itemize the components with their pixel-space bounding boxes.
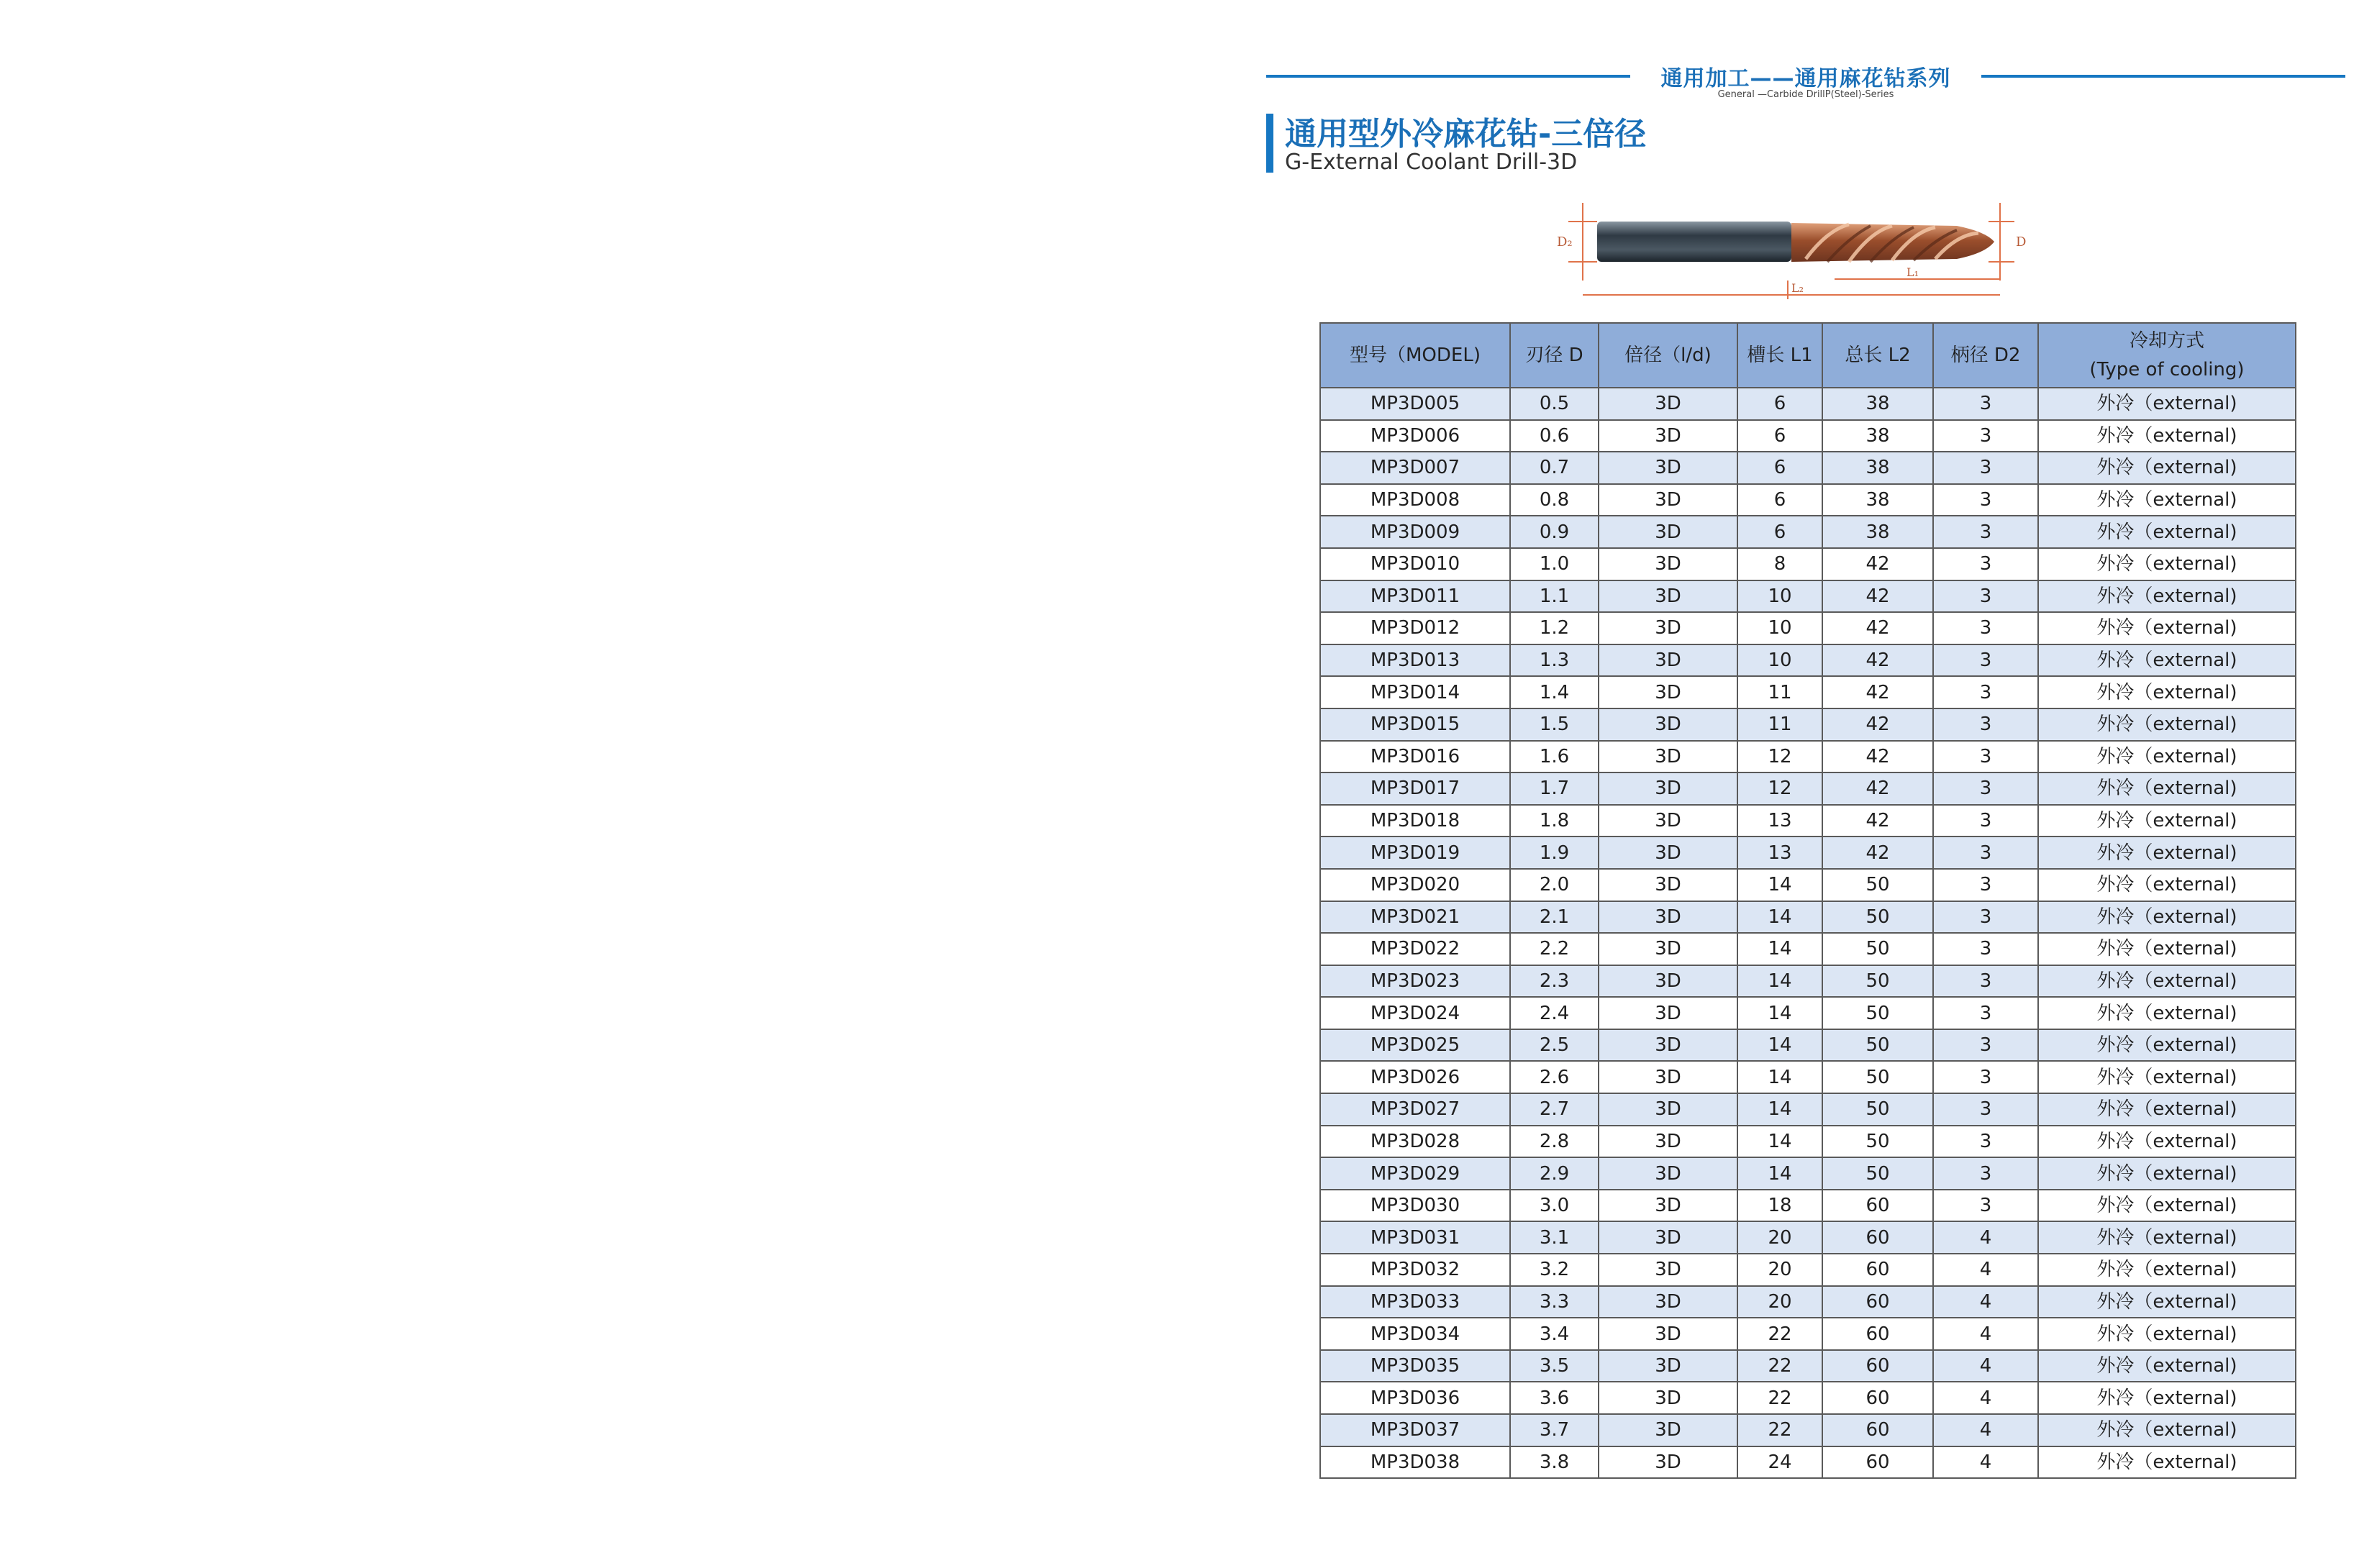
cell-cooling: 外冷（external) (2038, 612, 2296, 644)
cell-diameter: 2.6 (1510, 1061, 1599, 1093)
cell-shank-diameter: 3 (1933, 901, 2038, 934)
cell-ratio: 3D (1599, 1382, 1737, 1414)
cell-diameter: 1.1 (1510, 580, 1599, 613)
cell-flute-length: 12 (1737, 741, 1822, 773)
cell-diameter: 2.8 (1510, 1126, 1599, 1158)
table-row (1320, 548, 2296, 580)
cell-ratio: 3D (1599, 1318, 1737, 1350)
cell-diameter: 3.6 (1510, 1382, 1599, 1414)
label-d2: D₂ (1557, 234, 1573, 250)
cell-total-length: 60 (1822, 1382, 1933, 1414)
table-row (1320, 997, 2296, 1029)
cell-total-length: 50 (1822, 965, 1933, 998)
table-row (1320, 484, 2296, 516)
cell-cooling: 外冷（external) (2038, 708, 2296, 741)
cell-shank-diameter: 3 (1933, 1190, 2038, 1222)
cell-total-length: 50 (1822, 1093, 1933, 1126)
table-row (1320, 1382, 2296, 1414)
cell-cooling: 外冷（external) (2038, 1190, 2296, 1222)
cell-shank-diameter: 3 (1933, 420, 2038, 452)
cell-cooling: 外冷（external) (2038, 772, 2296, 805)
cell-cooling: 外冷（external) (2038, 901, 2296, 934)
cell-flute-length: 6 (1737, 516, 1822, 548)
cell-model: MP3D005 (1320, 388, 1510, 420)
cell-cooling: 外冷（external) (2038, 1029, 2296, 1062)
label-l2: L₂ (1791, 281, 1804, 295)
cell-ratio: 3D (1599, 1029, 1737, 1062)
cell-diameter: 0.5 (1510, 388, 1599, 420)
cell-model: MP3D022 (1320, 933, 1510, 965)
table-row (1320, 1126, 2296, 1158)
cell-model: MP3D035 (1320, 1350, 1510, 1382)
table-row (1320, 1254, 2296, 1286)
cell-flute-length: 14 (1737, 1126, 1822, 1158)
cell-shank-diameter: 3 (1933, 1093, 2038, 1126)
cooling-header-cn: 冷却方式 (2129, 330, 2204, 352)
cell-total-length: 42 (1822, 644, 1933, 677)
table-row (1320, 1093, 2296, 1126)
table-row (1320, 1029, 2296, 1062)
cell-total-length: 50 (1822, 933, 1933, 965)
label-d: D (2016, 234, 2027, 250)
cell-model: MP3D021 (1320, 901, 1510, 934)
cell-model: MP3D031 (1320, 1221, 1510, 1254)
cell-diameter: 3.7 (1510, 1414, 1599, 1446)
cell-diameter: 2.3 (1510, 965, 1599, 998)
cell-total-length: 60 (1822, 1221, 1933, 1254)
col-header-model: 型号（MODEL) (1320, 323, 1510, 388)
cell-model: MP3D030 (1320, 1190, 1510, 1222)
table-row (1320, 516, 2296, 548)
header-rule-left (1266, 75, 1630, 78)
cell-total-length: 50 (1822, 901, 1933, 934)
cell-total-length: 50 (1822, 869, 1933, 901)
cell-flute-length: 24 (1737, 1446, 1822, 1479)
table-row (1320, 869, 2296, 901)
cell-flute-length: 14 (1737, 1157, 1822, 1190)
cell-model: MP3D026 (1320, 1061, 1510, 1093)
cell-diameter: 3.5 (1510, 1350, 1599, 1382)
cell-ratio: 3D (1599, 1414, 1737, 1446)
table-row (1320, 1286, 2296, 1318)
cell-cooling: 外冷（external) (2038, 1318, 2296, 1350)
cell-diameter: 1.5 (1510, 708, 1599, 741)
cell-model: MP3D029 (1320, 1157, 1510, 1190)
cell-shank-diameter: 3 (1933, 644, 2038, 677)
cell-model: MP3D038 (1320, 1446, 1510, 1479)
cell-diameter: 2.7 (1510, 1093, 1599, 1126)
cell-shank-diameter: 3 (1933, 484, 2038, 516)
cell-flute-length: 13 (1737, 837, 1822, 869)
cell-flute-length: 11 (1737, 676, 1822, 708)
col-header-diameter: 刃径 D (1510, 323, 1599, 388)
cell-diameter: 1.4 (1510, 676, 1599, 708)
cell-shank-diameter: 4 (1933, 1446, 2038, 1479)
cell-cooling: 外冷（external) (2038, 805, 2296, 837)
cell-flute-length: 6 (1737, 484, 1822, 516)
cell-cooling: 外冷（external) (2038, 484, 2296, 516)
cell-ratio: 3D (1599, 516, 1737, 548)
cell-shank-diameter: 3 (1933, 965, 2038, 998)
cell-flute-length: 14 (1737, 933, 1822, 965)
cell-shank-diameter: 4 (1933, 1382, 2038, 1414)
cell-shank-diameter: 3 (1933, 708, 2038, 741)
cell-flute-length: 13 (1737, 805, 1822, 837)
cell-total-length: 42 (1822, 708, 1933, 741)
cell-model: MP3D023 (1320, 965, 1510, 998)
cell-flute-length: 6 (1737, 388, 1822, 420)
col-header-ratio: 倍径（l/d) (1599, 323, 1737, 388)
cell-diameter: 0.8 (1510, 484, 1599, 516)
cell-diameter: 2.4 (1510, 997, 1599, 1029)
table-row (1320, 901, 2296, 934)
cell-diameter: 2.1 (1510, 901, 1599, 934)
cell-cooling: 外冷（external) (2038, 869, 2296, 901)
table-row (1320, 612, 2296, 644)
cell-cooling: 外冷（external) (2038, 837, 2296, 869)
cell-ratio: 3D (1599, 388, 1737, 420)
cell-flute-length: 14 (1737, 1029, 1822, 1062)
cell-ratio: 3D (1599, 1093, 1737, 1126)
cell-ratio: 3D (1599, 1061, 1737, 1093)
cell-ratio: 3D (1599, 1286, 1737, 1318)
cell-shank-diameter: 3 (1933, 1157, 2038, 1190)
cell-diameter: 3.2 (1510, 1254, 1599, 1286)
table-row (1320, 1414, 2296, 1446)
table-row (1320, 420, 2296, 452)
spec-table (1319, 322, 2296, 1479)
cell-diameter: 3.0 (1510, 1190, 1599, 1222)
table-row (1320, 708, 2296, 741)
cell-diameter: 2.5 (1510, 1029, 1599, 1062)
table-row (1320, 1061, 2296, 1093)
cell-diameter: 1.3 (1510, 644, 1599, 677)
cell-ratio: 3D (1599, 1157, 1737, 1190)
col-header-shank-diameter: 柄径 D2 (1933, 323, 2038, 388)
cell-model: MP3D033 (1320, 1286, 1510, 1318)
cell-model: MP3D007 (1320, 452, 1510, 484)
cell-ratio: 3D (1599, 548, 1737, 580)
cell-diameter: 3.8 (1510, 1446, 1599, 1479)
cell-flute-length: 10 (1737, 580, 1822, 613)
cell-ratio: 3D (1599, 644, 1737, 677)
cooling-header-en: (Type of cooling) (2089, 359, 2245, 380)
cell-total-length: 42 (1822, 548, 1933, 580)
series-title: 通用加工——通用麻花钻系列 (1660, 66, 1951, 91)
drill-shank (1597, 222, 1791, 262)
cell-total-length: 50 (1822, 1061, 1933, 1093)
cell-ratio: 3D (1599, 484, 1737, 516)
cell-total-length: 38 (1822, 452, 1933, 484)
table-header-row (1320, 323, 2296, 388)
cell-shank-diameter: 3 (1933, 772, 2038, 805)
cell-diameter: 1.9 (1510, 837, 1599, 869)
cell-total-length: 60 (1822, 1254, 1933, 1286)
cell-cooling: 外冷（external) (2038, 644, 2296, 677)
cell-total-length: 38 (1822, 484, 1933, 516)
cell-cooling: 外冷（external) (2038, 1382, 2296, 1414)
cell-total-length: 60 (1822, 1414, 1933, 1446)
table-row (1320, 805, 2296, 837)
cell-ratio: 3D (1599, 1446, 1737, 1479)
cell-model: MP3D036 (1320, 1382, 1510, 1414)
cell-ratio: 3D (1599, 741, 1737, 773)
cell-total-length: 38 (1822, 388, 1933, 420)
cell-diameter: 1.6 (1510, 741, 1599, 773)
cell-model: MP3D019 (1320, 837, 1510, 869)
cell-shank-diameter: 4 (1933, 1254, 2038, 1286)
cell-shank-diameter: 4 (1933, 1221, 2038, 1254)
cell-cooling: 外冷（external) (2038, 516, 2296, 548)
cell-cooling: 外冷（external) (2038, 676, 2296, 708)
cell-ratio: 3D (1599, 997, 1737, 1029)
table-row (1320, 1318, 2296, 1350)
cell-diameter: 2.9 (1510, 1157, 1599, 1190)
cell-cooling: 外冷（external) (2038, 548, 2296, 580)
cell-total-length: 42 (1822, 837, 1933, 869)
cell-cooling: 外冷（external) (2038, 1093, 2296, 1126)
cell-shank-diameter: 3 (1933, 580, 2038, 613)
cell-shank-diameter: 3 (1933, 805, 2038, 837)
cell-diameter: 1.8 (1510, 805, 1599, 837)
cell-ratio: 3D (1599, 1126, 1737, 1158)
cell-shank-diameter: 3 (1933, 837, 2038, 869)
series-subtitle: General —Carbide DrillP(Steel)-Series (1717, 89, 1894, 100)
cell-model: MP3D018 (1320, 805, 1510, 837)
cell-ratio: 3D (1599, 1221, 1737, 1254)
cell-diameter: 0.9 (1510, 516, 1599, 548)
cell-shank-diameter: 4 (1933, 1286, 2038, 1318)
cell-total-length: 42 (1822, 741, 1933, 773)
cell-ratio: 3D (1599, 837, 1737, 869)
cell-ratio: 3D (1599, 901, 1737, 934)
cell-ratio: 3D (1599, 580, 1737, 613)
table-row (1320, 1190, 2296, 1222)
cell-cooling: 外冷（external) (2038, 1254, 2296, 1286)
cell-flute-length: 22 (1737, 1318, 1822, 1350)
col-header-cooling (2038, 323, 2296, 388)
cell-model: MP3D020 (1320, 869, 1510, 901)
table-row (1320, 1350, 2296, 1382)
cell-diameter: 0.6 (1510, 420, 1599, 452)
cell-model: MP3D016 (1320, 741, 1510, 773)
cell-model: MP3D012 (1320, 612, 1510, 644)
cell-model: MP3D032 (1320, 1254, 1510, 1286)
cell-flute-length: 14 (1737, 869, 1822, 901)
cell-cooling: 外冷（external) (2038, 741, 2296, 773)
cell-flute-length: 10 (1737, 612, 1822, 644)
cell-shank-diameter: 3 (1933, 452, 2038, 484)
table-body (1320, 388, 2296, 1478)
cell-total-length: 42 (1822, 676, 1933, 708)
cell-flute-length: 12 (1737, 772, 1822, 805)
cell-total-length: 50 (1822, 1157, 1933, 1190)
cell-flute-length: 14 (1737, 1061, 1822, 1093)
cell-flute-length: 14 (1737, 1093, 1822, 1126)
table-row (1320, 741, 2296, 773)
cell-shank-diameter: 3 (1933, 548, 2038, 580)
cell-ratio: 3D (1599, 676, 1737, 708)
cell-flute-length: 22 (1737, 1414, 1822, 1446)
label-l1: L₁ (1906, 265, 1919, 279)
cell-shank-diameter: 3 (1933, 388, 2038, 420)
cell-model: MP3D010 (1320, 548, 1510, 580)
cell-flute-length: 14 (1737, 901, 1822, 934)
table-row (1320, 1446, 2296, 1479)
cell-diameter: 3.1 (1510, 1221, 1599, 1254)
cell-diameter: 0.7 (1510, 452, 1599, 484)
cell-flute-length: 14 (1737, 965, 1822, 998)
table-row (1320, 837, 2296, 869)
cell-total-length: 38 (1822, 420, 1933, 452)
cell-flute-length: 11 (1737, 708, 1822, 741)
drill-diagram (1554, 187, 2058, 302)
cell-diameter: 1.2 (1510, 612, 1599, 644)
table-row (1320, 644, 2296, 677)
cell-total-length: 50 (1822, 1126, 1933, 1158)
cell-shank-diameter: 4 (1933, 1414, 2038, 1446)
cell-flute-length: 6 (1737, 420, 1822, 452)
cell-cooling: 外冷（external) (2038, 965, 2296, 998)
cell-shank-diameter: 3 (1933, 516, 2038, 548)
cell-shank-diameter: 3 (1933, 741, 2038, 773)
cell-flute-length: 20 (1737, 1221, 1822, 1254)
cell-total-length: 60 (1822, 1286, 1933, 1318)
cell-cooling: 外冷（external) (2038, 580, 2296, 613)
cell-shank-diameter: 3 (1933, 1126, 2038, 1158)
cell-cooling: 外冷（external) (2038, 1061, 2296, 1093)
cell-model: MP3D013 (1320, 644, 1510, 677)
col-header-total-length: 总长 L2 (1822, 323, 1933, 388)
cell-model: MP3D025 (1320, 1029, 1510, 1062)
cell-model: MP3D017 (1320, 772, 1510, 805)
cell-shank-diameter: 3 (1933, 869, 2038, 901)
cell-cooling: 外冷（external) (2038, 420, 2296, 452)
header-rule-right (1981, 75, 2345, 78)
cell-model: MP3D028 (1320, 1126, 1510, 1158)
cell-shank-diameter: 3 (1933, 1061, 2038, 1093)
cell-shank-diameter: 3 (1933, 997, 2038, 1029)
cell-cooling: 外冷（external) (2038, 1414, 2296, 1446)
cell-diameter: 2.2 (1510, 933, 1599, 965)
cell-flute-length: 22 (1737, 1382, 1822, 1414)
table-row (1320, 388, 2296, 420)
cell-cooling: 外冷（external) (2038, 1446, 2296, 1479)
cell-flute-length: 20 (1737, 1254, 1822, 1286)
cell-model: MP3D037 (1320, 1414, 1510, 1446)
cell-cooling: 外冷（external) (2038, 1286, 2296, 1318)
cell-ratio: 3D (1599, 869, 1737, 901)
cell-shank-diameter: 3 (1933, 612, 2038, 644)
cell-diameter: 3.4 (1510, 1318, 1599, 1350)
cell-model: MP3D011 (1320, 580, 1510, 613)
cell-total-length: 42 (1822, 772, 1933, 805)
cell-flute-length: 10 (1737, 644, 1822, 677)
cell-model: MP3D014 (1320, 676, 1510, 708)
cell-ratio: 3D (1599, 805, 1737, 837)
cell-shank-diameter: 4 (1933, 1350, 2038, 1382)
cell-total-length: 42 (1822, 612, 1933, 644)
cell-total-length: 60 (1822, 1446, 1933, 1479)
table-row (1320, 933, 2296, 965)
cell-ratio: 3D (1599, 1190, 1737, 1222)
cell-cooling: 外冷（external) (2038, 1126, 2296, 1158)
cell-ratio: 3D (1599, 612, 1737, 644)
cell-model: MP3D034 (1320, 1318, 1510, 1350)
product-title-en: G-External Coolant Drill-3D (1285, 150, 1578, 175)
product-title-cn: 通用型外冷麻花钻-三倍径 (1285, 116, 1647, 152)
cell-ratio: 3D (1599, 1254, 1737, 1286)
cell-model: MP3D024 (1320, 997, 1510, 1029)
cell-diameter: 2.0 (1510, 869, 1599, 901)
cell-ratio: 3D (1599, 420, 1737, 452)
table-row (1320, 965, 2296, 998)
table-row (1320, 452, 2296, 484)
col-header-flute-length: 槽长 L1 (1737, 323, 1822, 388)
cell-total-length: 60 (1822, 1318, 1933, 1350)
cell-flute-length: 18 (1737, 1190, 1822, 1222)
cell-ratio: 3D (1599, 933, 1737, 965)
cell-total-length: 50 (1822, 1029, 1933, 1062)
cell-diameter: 3.3 (1510, 1286, 1599, 1318)
table-row (1320, 1221, 2296, 1254)
cell-total-length: 60 (1822, 1350, 1933, 1382)
cell-cooling: 外冷（external) (2038, 1221, 2296, 1254)
cell-ratio: 3D (1599, 965, 1737, 998)
table-row (1320, 772, 2296, 805)
cell-ratio: 3D (1599, 708, 1737, 741)
table-row (1320, 580, 2296, 613)
cell-diameter: 1.7 (1510, 772, 1599, 805)
cell-flute-length: 6 (1737, 452, 1822, 484)
cell-flute-length: 14 (1737, 997, 1822, 1029)
title-accent-bar (1266, 114, 1273, 173)
cell-diameter: 1.0 (1510, 548, 1599, 580)
cell-cooling: 外冷（external) (2038, 388, 2296, 420)
cell-total-length: 42 (1822, 805, 1933, 837)
table-row (1320, 676, 2296, 708)
cell-ratio: 3D (1599, 772, 1737, 805)
cell-cooling: 外冷（external) (2038, 1350, 2296, 1382)
cell-flute-length: 20 (1737, 1286, 1822, 1318)
cell-model: MP3D027 (1320, 1093, 1510, 1126)
cell-model: MP3D015 (1320, 708, 1510, 741)
table-row (1320, 1157, 2296, 1190)
cell-ratio: 3D (1599, 452, 1737, 484)
cell-shank-diameter: 3 (1933, 933, 2038, 965)
cell-total-length: 50 (1822, 997, 1933, 1029)
cell-model: MP3D009 (1320, 516, 1510, 548)
cell-flute-length: 8 (1737, 548, 1822, 580)
cell-cooling: 外冷（external) (2038, 997, 2296, 1029)
cell-shank-diameter: 3 (1933, 1029, 2038, 1062)
cell-flute-length: 22 (1737, 1350, 1822, 1382)
cell-model: MP3D006 (1320, 420, 1510, 452)
cell-shank-diameter: 3 (1933, 676, 2038, 708)
cell-model: MP3D008 (1320, 484, 1510, 516)
cell-total-length: 60 (1822, 1190, 1933, 1222)
cell-total-length: 38 (1822, 516, 1933, 548)
cell-cooling: 外冷（external) (2038, 1157, 2296, 1190)
cell-cooling: 外冷（external) (2038, 452, 2296, 484)
cell-shank-diameter: 4 (1933, 1318, 2038, 1350)
cell-total-length: 42 (1822, 580, 1933, 613)
cell-cooling: 外冷（external) (2038, 933, 2296, 965)
cell-ratio: 3D (1599, 1350, 1737, 1382)
